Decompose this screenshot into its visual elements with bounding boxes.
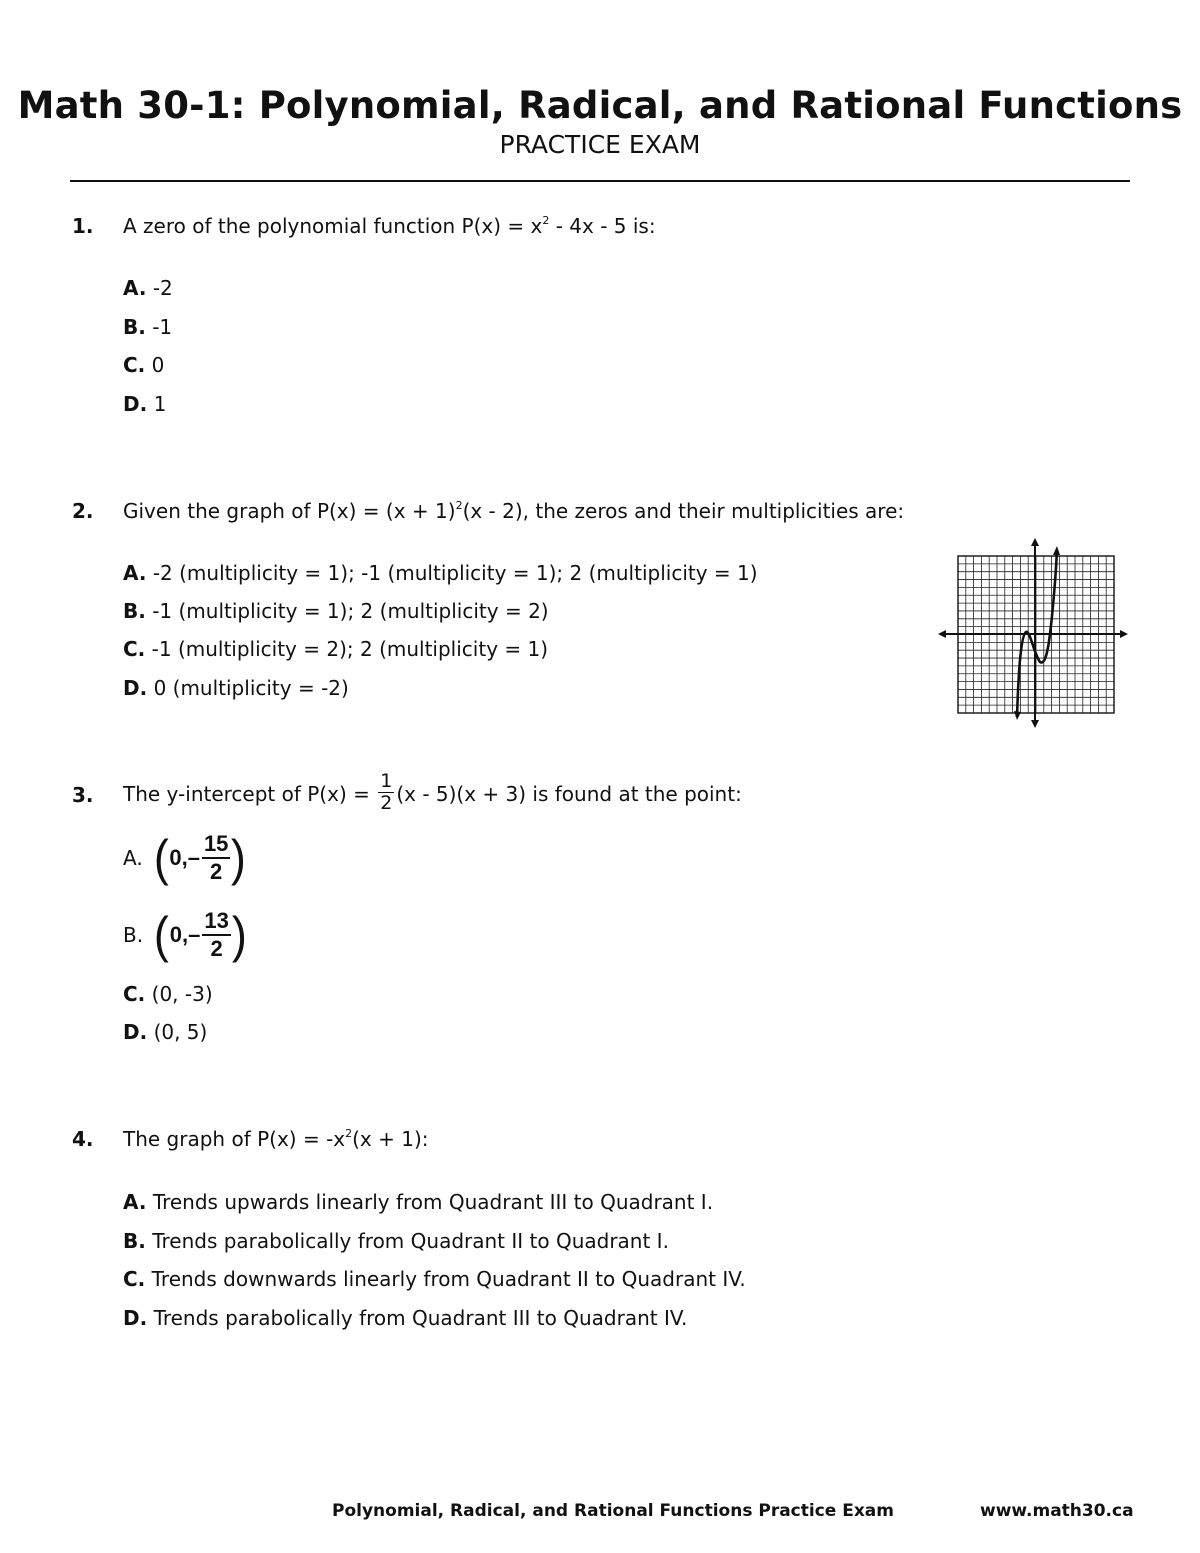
question-3-option-a-point: ( 0,– 15 2 ): [153, 830, 247, 886]
question-2-text: Given the graph of $P(x) = (x + 1)^2(x - 2)$, the zeros and their multiplicities are:: [123, 499, 905, 523]
question-2-graph: [936, 536, 1132, 732]
question-2-option-c: C. -1 (multiplicity = 2); 2 (multiplicity = 1): [123, 637, 549, 661]
page-subtitle: PRACTICE EXAM: [499, 130, 701, 159]
graph-x-arrow-left: [938, 630, 946, 638]
question-1-option-a: A. -2: [123, 276, 173, 300]
question-1-option-d: D. 1: [123, 392, 167, 416]
question-2-option-b: B. -1 (multiplicity = 1); 2 (multiplicity = 2): [123, 599, 549, 623]
question-2-number: 2.: [72, 499, 94, 523]
question-3-option-d: D. (0, 5): [123, 1020, 208, 1044]
graph-y-arrow-up: [1031, 538, 1039, 546]
question-3-option-b: B. ( 0,– 13 2 ): [123, 907, 247, 963]
graph-curve-arrow-bottom: [1014, 711, 1021, 720]
question-3-fraction: $\frac{1}{2}$: [380, 769, 393, 814]
question-2-option-a: A. -2 (multiplicity = 1); -1 (multiplicity = 1); 2 (multiplicity = 1): [123, 561, 758, 585]
question-4-option-b: B. Trends parabolically from Quadrant II to Quadrant I.: [123, 1229, 669, 1253]
question-4-option-a: A. Trends upwards linearly from Quadrant III to Quadrant I.: [123, 1190, 714, 1214]
question-3-number: 3.: [72, 783, 94, 807]
graph-curve-arrow-top: [1053, 546, 1060, 555]
graph-y-arrow-down: [1031, 720, 1039, 728]
footer-url: www.math30.ca: [980, 1501, 1134, 1521]
page-title: Math 30-1: Polynomial, Radical, and Rational Functions: [17, 84, 1183, 127]
graph-x-arrow-right: [1120, 630, 1128, 638]
question-4-number: 4.: [72, 1127, 94, 1151]
question-1-option-c: C. 0: [123, 353, 165, 377]
question-1-option-b: B. -1: [123, 315, 173, 339]
question-4-text: The graph of $P(x) = -x^2(x + 1)$:: [123, 1127, 429, 1151]
question-2-option-d: D. 0 (multiplicity = -2): [123, 676, 349, 700]
question-1-text: A zero of the polynomial function $P(x) = x^2 - 4x - 5$ is:: [123, 214, 656, 238]
footer-title: Polynomial, Radical, and Rational Functions Practice Exam: [332, 1501, 894, 1521]
question-3-option-a: A. ( 0,– 15 2 ): [123, 830, 247, 886]
question-3-text: The y-intercept of P(x) = $\frac{1}{2}$ (x - 5)(x + 3) is found at the point:: [123, 769, 742, 814]
question-4-option-d: D. Trends parabolically from Quadrant III to Quadrant IV.: [123, 1306, 688, 1330]
header-divider: [70, 180, 1130, 182]
question-4-option-c: C. Trends downwards linearly from Quadrant II to Quadrant IV.: [123, 1267, 746, 1291]
question-3-option-b-point: ( 0,– 13 2 ): [153, 907, 247, 963]
question-3-option-c: C. (0, -3): [123, 982, 213, 1006]
question-1-number: 1.: [72, 214, 94, 238]
